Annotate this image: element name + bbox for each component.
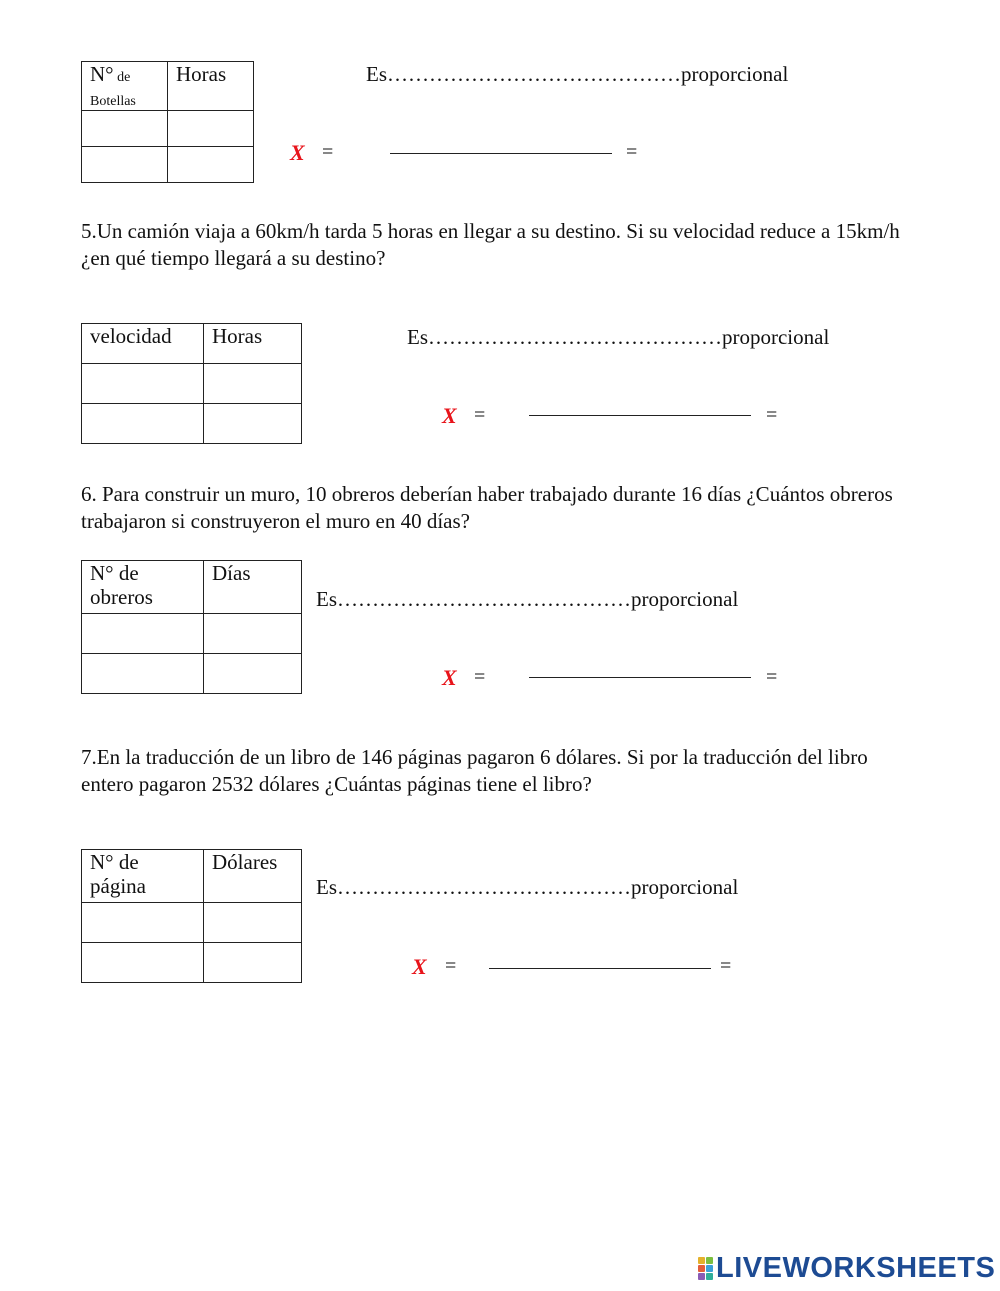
- header-cell-speed: [82, 324, 204, 364]
- answer-cell[interactable]: [204, 614, 302, 654]
- x-variable: X: [442, 665, 457, 690]
- equals-sign: =: [322, 141, 334, 163]
- answer-cell[interactable]: [82, 943, 204, 983]
- answer-cell[interactable]: [82, 903, 204, 943]
- header-cell-pages: [82, 850, 204, 903]
- header-no-de: N° de: [90, 561, 139, 585]
- question-6: 6. Para construir un muro, 10 obreros deberían haber trabajado durante 16 días ¿Cuántos obreros trabajaron si construyeron el muro en 40 días?: [81, 482, 893, 533]
- fraction-line: [390, 153, 612, 154]
- header-workers: obreros: [90, 585, 153, 609]
- fraction-line: [529, 415, 751, 416]
- header-dollars: Dólares: [212, 850, 278, 874]
- header-cell-hours: [204, 324, 302, 364]
- header-days: Días: [212, 561, 251, 585]
- answer-cell[interactable]: [204, 364, 302, 404]
- header-de: de: [113, 70, 131, 85]
- equals-sign: =: [474, 404, 486, 426]
- proportional-statement: Es……………………………………proporcional: [407, 325, 830, 349]
- header-cell-hours: [168, 62, 254, 111]
- header-no: N°: [90, 62, 114, 86]
- liveworksheets-logo-icon: [698, 1257, 713, 1280]
- table-speed-hours: [81, 323, 302, 444]
- x-variable: X: [442, 403, 457, 428]
- table-pages-dollars: [81, 849, 302, 983]
- header-hours: Horas: [212, 324, 263, 348]
- proportional-statement: Es……………………………………proporcional: [316, 587, 739, 611]
- equals-sign: =: [720, 955, 732, 977]
- equals-sign: =: [626, 141, 638, 163]
- equals-sign: =: [766, 666, 778, 688]
- table-bottles-hours: [81, 61, 254, 183]
- proportional-statement: Es……………………………………proporcional: [316, 875, 739, 899]
- fraction-line: [529, 677, 751, 678]
- header-cell-dollars: [204, 850, 302, 903]
- header-cell-days: [204, 561, 302, 614]
- equals-sign: =: [445, 955, 457, 977]
- answer-cell[interactable]: [82, 654, 204, 694]
- header-no-de: N° de: [90, 850, 139, 874]
- header-speed: velocidad: [90, 324, 172, 348]
- header-cell-bottles: [82, 62, 168, 111]
- equals-sign: =: [474, 666, 486, 688]
- x-variable: X: [290, 140, 305, 165]
- answer-cell[interactable]: [168, 111, 254, 147]
- header-hours: Horas: [176, 62, 227, 86]
- header-cell-workers: [82, 561, 204, 614]
- x-variable: X: [412, 954, 427, 979]
- question-5: 5.Un camión viaja a 60km/h tarda 5 horas en llegar a su destino. Si su velocidad reduce a 15km/h ¿en qué tiempo llegará a su destino?: [81, 219, 900, 270]
- answer-cell[interactable]: [82, 147, 168, 183]
- proportional-statement: Es……………………………………proporcional: [366, 62, 789, 86]
- answer-cell[interactable]: [204, 404, 302, 444]
- table-workers-days: [81, 560, 302, 694]
- answer-cell[interactable]: [82, 404, 204, 444]
- fraction-line: [489, 968, 711, 969]
- answer-cell[interactable]: [82, 614, 204, 654]
- answer-cell[interactable]: [204, 943, 302, 983]
- question-7: 7.En la traducción de un libro de 146 páginas pagaron 6 dólares. Si por la traducción del libro entero pagaron 2532 dólares ¿Cuántas páginas tiene el libro?: [81, 745, 868, 796]
- logo-text: LIVEWORKSHEETS: [716, 1252, 996, 1284]
- answer-cell[interactable]: [168, 147, 254, 183]
- header-pages: página: [90, 874, 146, 898]
- answer-cell[interactable]: [82, 111, 168, 147]
- answer-cell[interactable]: [204, 903, 302, 943]
- footer-logo[interactable]: [698, 1252, 995, 1285]
- header-bottles: Botellas: [90, 94, 136, 109]
- equals-sign: =: [766, 404, 778, 426]
- answer-cell[interactable]: [204, 654, 302, 694]
- answer-cell[interactable]: [82, 364, 204, 404]
